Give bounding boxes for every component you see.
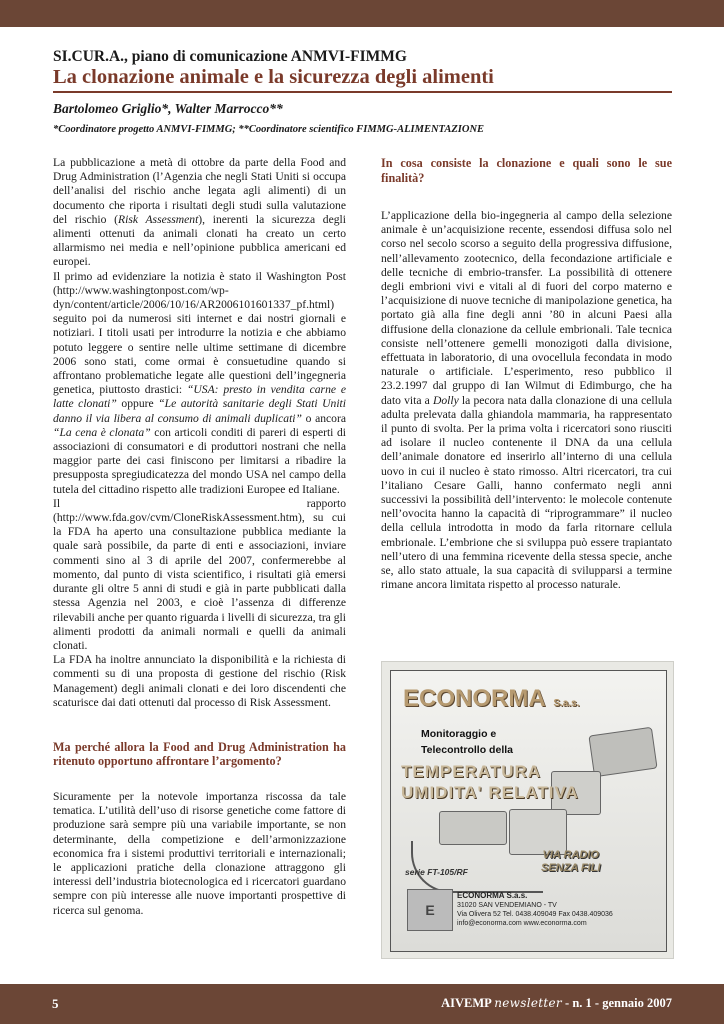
title-rule: [53, 91, 672, 93]
ad-series: serie FT-105/RF: [405, 867, 468, 877]
paragraph-cloning: L’applicazione della bio-ingegneria al campo della selezione animale è un’acquisizione recente, essendosi diffusa solo nel corso nel secolo scorso a seguito della progressiva diffusione, nell’allevamento zootecnico, della fecondazione artificiale e delle tecniche di embrio-transfer. La possibilità di ottenere degli embrioni vivi e vitali al di fuori del corpo materno e l’acquisizione di nuove tecniche di manipolazione genetica, ha portato già alla fine degli anni ’80 in alcuni Paesi alla diffusione della clonazione da cellule embrionali. Tale tecnica consiste nell’ottenere gemelli monozigoti dalla divisione, effettuata in laboratorio, di una ovocellula fecondata in modo naturale o artificiale. L’esperimento, reso pubblico il 23.2.1997 dal gruppo di Ian Wilmut di Edimburgo, che ha dato vita a Dolly la pecora nata dalla clonazione di una cellula adulta prelevata dalla ghiandola mammaria, ha rappresentato il punto di svolta. Per la prima volta i ricercatori sono riusciti ad isolare il nucleo contenente il DNA da una cellula dell’animale donatore ed inserirlo all’interno di una cellula uovo in cui il nucleo è stato rimosso. Altri ricercatori, tra cui l’italiano Cesare Galli, hanno confermato negli anni successivi la possibilità dell’intervento: le molecole contenute nell’ovocita hanno la capacità di “riprogrammare” il nucleo della cellula introdotta in modo da farla ritornare cellula embrionale. L’embrione che si sviluppa può essere trapiantato nell’utero di una femmina ricevente della stessa specie, anche se, allo stato attuale, la sua capacità di svilupparsi a termine rimane ancora limitata rispetto al processo naturale.: [381, 209, 673, 592]
ad-radio-text: VIA RADIO SENZA FILI: [541, 849, 601, 874]
device-image: [439, 811, 507, 845]
affiliation: *Coordinatore progetto ANMVI-FIMMG; **Coordinatore scientifico FIMMG-ALIMENTAZIONE: [53, 124, 485, 135]
ad-panel: [390, 670, 667, 952]
ad-subtitle: Monitoraggio e Telecontrollo della: [421, 728, 513, 756]
top-bar: [0, 0, 724, 27]
authors: Bartolomeo Griglio*, Walter Marrocco**: [53, 101, 283, 116]
page-number: 5: [52, 996, 59, 1011]
ad-brand: ECONORMA S.a.s.: [403, 685, 580, 712]
publication-info: AIVEMP newsletter - n. 1 - gennaio 2007: [441, 996, 672, 1010]
kicker: SI.CUR.A., piano di comunicazione ANMVI-FIMMG: [53, 48, 407, 65]
paragraph-3: Il rapporto (http://www.fda.gov/cvm/CloneRiskAssessment.htm), su cui la FDA ha aperto una consultazione pubblica mediante la quale sarà possibile, da parte di enti e associazioni, inviare commenti sino al 3 di aprile del 2007, confermerebbe al momento, dal punto di vista scientifico, i risultati già emersi durante gli oltre 5 anni di studi e già in parte pubblicati dalla stessa Agenzia nel 2003, e cioè l’assenza di differenze rilevabili anche per quanto riguarda i livelli di sicurezza, tra gli alimenti prodotti da animali normali e quelli da animali clonati.: [53, 496, 346, 652]
paragraph-2: Il primo ad evidenziare la notizia è stato il Washington Post (http://www.washingtonpost.com/wp-dyn/content/article/2006/10/16/AR2006101601337_pf.html) seguito poi da numerosi siti internet e dai nostri giornali e notiziari. I titoli usati per introdurre la notizia e che abbiamo potuto leggere o sentire nelle ultime settimane di dicembre 2006 sono stati, come ormai è consuetudine quando si affrontano problematiche legate alle questioni dell’ingegneria genetica, piuttosto drastici: “USA: presto in vendita carne e latte clonati” oppure “Le autorità sanitarie degli Stati Uniti danno il via libera al consumo di animali duplicati” o ancora “La cena è clonata” con articoli conditi di pareri di esperti di associazioni di consumatori e di produttori nostrani che nella maggior parte dei casi finiscono per limitarsi a ribadire la presupposta spregiudicatezza del mondo USA nel campo della tutela del cittadino rispetto alle tradizioni Europee ed Italiane.: [53, 269, 346, 496]
right-column: [381, 156, 672, 592]
section-heading-fda: Ma perché allora la Food and Drug Administration ha ritenuto opportuno affrontare l’argomento?: [53, 739, 346, 769]
ad-temperature: TEMPERATURA: [401, 762, 542, 781]
article-title: La clonazione animale e la sicurezza degli alimenti: [53, 66, 494, 88]
advertisement: [381, 661, 674, 959]
device-image: [588, 727, 657, 777]
econorma-logo: E: [407, 889, 453, 931]
section-heading-cloning: In cosa consiste la clonazione e quali sono le sue finalità?: [381, 156, 672, 185]
ad-address: ECONORMA S.a.s. 31020 SAN VENDEMIANO - TV Via Olivera 52 Tel. 0438.409049 Fax 0438.409036 info@econorma.com www.econorma.com: [457, 891, 613, 927]
paragraph-5: Sicuramente per la notevole importanza riscossa da tale tematica. L’utilità dell’uso di risorse genetiche come fattore di produzione sarà sempre più una variabile importante, se non determinante, della competizione e dell’armonizzazione economica fra i sistemi produttivi territoriali e internazionali; le applicazioni pratiche della clonazione attraggono gli interessi dell’industria biotecnologica ed i ricercatori guardano sempre con più interesse alle nuove importanti prospettive di ricerca sul genoma.: [53, 789, 346, 917]
footer-bar: [0, 984, 724, 1024]
ad-humidity: UMIDITA' RELATIVA: [401, 783, 579, 802]
paragraph-1: La pubblicazione a metà di ottobre da parte della Food and Drug Administration (l’Agenzia che negli Stati Uniti si occupa dell’analisi del rischio anche legata agli alimenti) di un documento che riporta i risultati degli studi sulla valutazione del rischio (Risk Assessment), inerenti la sicurezza degli alimenti ottenuti da animali clonati ha creato un certo allarmismo nei media e nell’opinione pubblica americani ed europei.: [53, 156, 346, 269]
paragraph-4: La FDA ha inoltre annunciato la disponibilità e la richiesta di commenti su di una proposta di gestione del rischio (Risk Management) degli animali clonati e dei loro discendenti che scaturisce dai dati ottenuti dal processo di Risk Assessment.: [53, 653, 346, 709]
left-column: [53, 156, 346, 918]
